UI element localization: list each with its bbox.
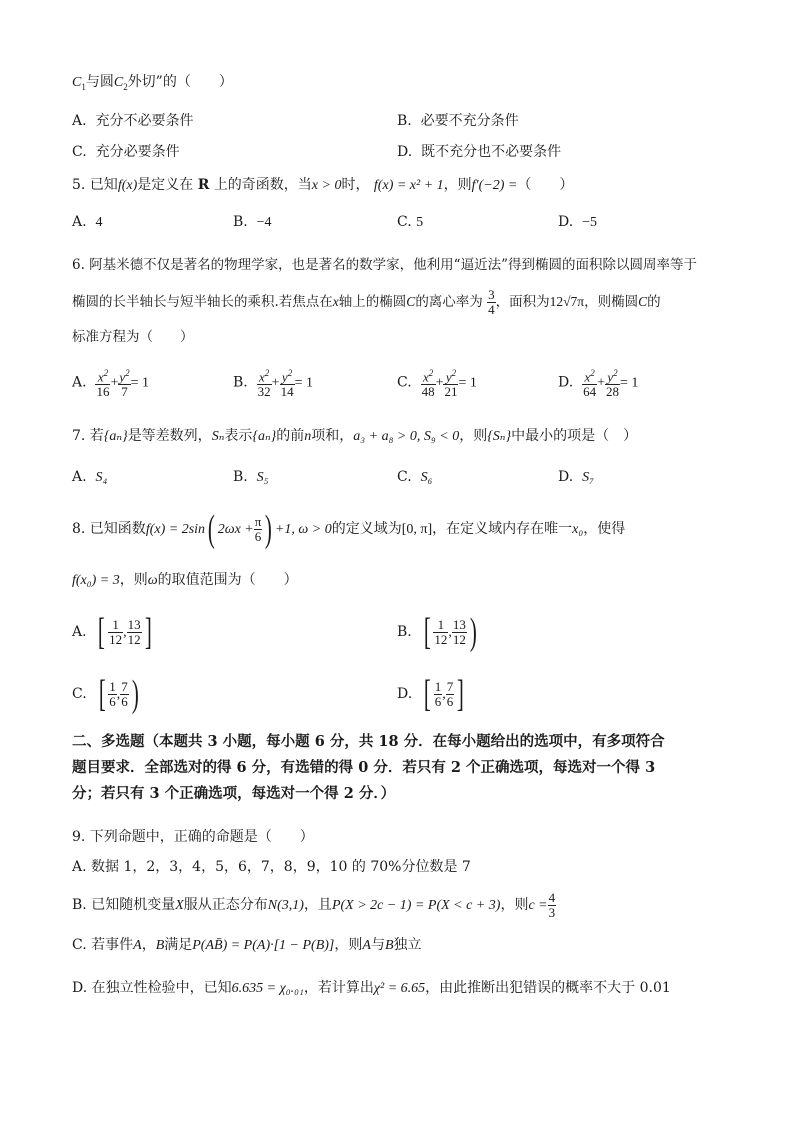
frac-num: 1 <box>434 678 442 694</box>
q6-line3: 标准方程为（ ） <box>72 329 194 345</box>
q5-condition: x > 0 <box>311 178 342 193</box>
q9-text: ， <box>141 937 156 953</box>
option-text: 充分必要条件 <box>95 144 180 160</box>
q5-expression: f(x) = x² + 1 <box>373 178 444 193</box>
frac-den: 12 <box>109 631 123 647</box>
frac-num: 13 <box>127 616 141 632</box>
bracket-left: [ <box>98 673 106 715</box>
q9-event-b: B <box>384 938 394 953</box>
frac-upper <box>446 680 455 709</box>
q4-option-d[interactable] <box>397 141 561 161</box>
frac-den: 14 <box>280 384 294 400</box>
frac-den: 32 <box>257 384 271 400</box>
frac-lower <box>108 680 117 709</box>
q6-eccentricity <box>487 288 496 317</box>
q7-option-b[interactable] <box>233 469 269 486</box>
q6-line2 <box>72 286 661 318</box>
option-text: S₇ <box>582 470 594 485</box>
eq-rhs: = 1 <box>294 375 313 391</box>
frac-x2: $\frac{x^2}{48}$ <box>421 368 435 400</box>
q4-option-c[interactable] <box>72 141 180 161</box>
q8-option-b[interactable]: B. [ $\frac{1}{12}$ , $\frac{13}{12}$ ) <box>397 611 477 653</box>
q5-stem <box>72 176 573 195</box>
frac-num: 1 <box>108 618 123 633</box>
q6-line1: 6. 阿基米德不仅是著名的物理学家，也是著名的数学家，他利用“逼近法”得到椭圆的面积除以圆周率等于 <box>72 257 697 273</box>
option-text: S₅ <box>256 470 269 485</box>
q6-text: ，面积为 <box>495 294 550 310</box>
q8-text: ，在定义域内存在唯一 <box>432 521 573 537</box>
q8-option-d[interactable]: D. [ $\frac{1}{6}$ , $\frac{7}{6}$ ] <box>397 673 465 715</box>
option-text: −5 <box>582 215 597 230</box>
bracket-left: [ <box>98 611 106 653</box>
frac-den: 16 <box>96 384 110 400</box>
q8-text: ，则 <box>119 572 148 588</box>
q7-text: 的前 <box>276 428 305 444</box>
q9-event-a: A <box>362 938 371 953</box>
option-letter: D. <box>558 214 574 230</box>
frac-y2: $\frac{y^2}{28}$ <box>606 368 619 400</box>
frac-y2: $\frac{y^2}{7}$ <box>119 368 130 400</box>
q9-probability: P(X > 2c − 1) = P(X < c + 3) <box>331 898 501 913</box>
q8-pi-over-6 <box>254 515 263 544</box>
q7-sn: Sₙ <box>211 429 225 444</box>
frac-upper <box>452 618 467 647</box>
q5-text: 是定义在 <box>137 177 194 193</box>
q5-fx: f(x) <box>117 178 138 193</box>
frac-num: 7 <box>121 678 128 694</box>
q9-probability: P(AB̄) = P(A)·[1 − P(B)] <box>192 938 335 953</box>
q7-text: 项和， <box>311 428 354 444</box>
frac-den: 4 <box>488 302 495 317</box>
q6-ellipse-c: C <box>638 294 648 309</box>
q9-text: 服从正态分布 <box>183 897 268 913</box>
option-letter: C. <box>72 686 87 702</box>
frac-den: 12 <box>127 631 141 647</box>
option-letter: B. <box>397 624 412 640</box>
q9-stem: 9. 下列命题中，正确的命题是（ ） <box>72 829 314 845</box>
q7-text: 7. 若 <box>72 428 104 444</box>
section-2-header <box>72 729 722 807</box>
q9-text: B. 已知随机变量 <box>72 897 176 913</box>
option-text: 必要不充分条件 <box>420 113 519 129</box>
option-letter: A. <box>72 374 87 391</box>
q9-option-d[interactable] <box>72 979 671 998</box>
q6-option-b[interactable]: B. $\frac{x^2}{32}$ + $\frac{y^2}{14}$ = 1 <box>233 368 313 400</box>
q9-chi-square: χ² = 6.65 <box>373 981 426 996</box>
option-letter: C. <box>397 214 412 230</box>
q5-real-set: R <box>197 177 210 193</box>
q9-text: 满足 <box>164 937 193 953</box>
q6-option-d[interactable]: D. $\frac{x^2}{64}$ + $\frac{y^2}{28}$ = 1 <box>558 368 639 400</box>
q9-option-c[interactable] <box>72 936 422 955</box>
frac-lower <box>433 618 448 647</box>
frac-x2: $\frac{x^2}{16}$ <box>96 368 110 400</box>
eq-rhs: = 1 <box>458 375 477 391</box>
q9-c: c = <box>528 898 548 913</box>
option-letter: B. <box>397 113 412 129</box>
section-2-line: 分；若只有 3 个正确选项，每选对一个得 2 分．） <box>72 785 396 802</box>
q4-option-a[interactable] <box>72 110 193 130</box>
frac-den: 6 <box>446 693 454 709</box>
option-letter: C. <box>72 144 87 160</box>
frac-upper <box>127 618 142 647</box>
option-letter: D. <box>397 686 413 702</box>
bracket-left: [ <box>423 611 431 653</box>
frac-num: π <box>254 513 262 529</box>
q9-x: X <box>175 898 184 913</box>
q7-stem <box>72 427 637 446</box>
q8-x0: x₀ <box>572 522 584 537</box>
q9-text: ，若计算出 <box>303 980 374 996</box>
q9-text: D. 在独立性检验中，已知 <box>72 980 232 996</box>
frac-num: 1 <box>109 678 116 694</box>
q9-event-b: B <box>155 938 165 953</box>
q6-text: 椭圆的长半轴长与短半轴长的乘积.若焦点在 <box>72 294 333 310</box>
q6-option-a[interactable]: A. $\frac{x^2}{16}$ + $\frac{y^2}{7}$ = 1 <box>72 368 150 400</box>
bracket-right: ) <box>131 673 139 715</box>
q6-text: 的 <box>647 294 661 310</box>
option-letter: B. <box>233 214 248 230</box>
q4-option-b[interactable] <box>397 110 519 130</box>
q7-text: 中最小的项是（ ） <box>511 428 638 444</box>
bracket-right: ] <box>457 673 465 715</box>
q8-text: 的取值范围为（ ） <box>157 572 298 588</box>
frac-den: 28 <box>606 384 619 400</box>
frac-num: 13 <box>452 616 466 632</box>
q7-set: {Sₙ} <box>487 429 512 444</box>
q8-inner: 2ωx + <box>217 522 254 537</box>
q6-area: 12√7π <box>549 294 585 309</box>
option-letter: A. <box>72 214 87 230</box>
q4-tail-line: $C_1$与圆$C_2$外切”的（ ） <box>72 74 233 92</box>
frac-den: 12 <box>452 631 466 647</box>
option-text: 5 <box>416 215 424 230</box>
q9-text: ，则 <box>500 897 529 913</box>
q9-text: 独立 <box>393 937 422 953</box>
q5-option-c[interactable] <box>397 214 423 231</box>
option-text: −4 <box>256 215 272 230</box>
q8-line2 <box>72 571 298 590</box>
eq-rhs: = 1 <box>130 375 150 391</box>
frac-x2: $\frac{x^2}{32}$ <box>257 368 271 400</box>
q7-option-a[interactable] <box>72 469 107 486</box>
frac-num: 1 <box>433 618 448 633</box>
q9-option-b[interactable] <box>72 890 556 921</box>
option-letter: C. <box>397 374 412 391</box>
q9-option-a[interactable]: A. 数据 1，2，3，4，5，6，7，8，9，10 的 70%分位数是 7 <box>72 859 471 875</box>
q8-option-c[interactable]: C. [ $\frac{1}{6}$ , $\frac{7}{6}$ ) <box>72 673 139 715</box>
frac-den: 6 <box>121 693 128 709</box>
frac-y2: $\frac{y^2}{14}$ <box>280 368 294 400</box>
section-2-line: 二、多选题（本题共 3 小题，每小题 6 分，共 18 分．在每小题给出的选项中，有多项符合 <box>72 733 665 750</box>
option-letter: A. <box>72 624 87 640</box>
frac-lower <box>108 618 123 647</box>
q9-event-a: A <box>133 938 142 953</box>
q6-text: 轴上的椭圆 <box>338 294 407 310</box>
q6-text: 的离心率为 <box>415 294 483 310</box>
q5-text: 上的奇函数，当 <box>213 177 312 193</box>
q8-text: ，使得 <box>583 521 626 537</box>
q4-tail-text1: 与圆 <box>85 74 114 90</box>
q9-text: ，由此推断出犯错误的概率不大于 0.01 <box>425 980 671 996</box>
option-letter: D. <box>558 469 574 485</box>
q9-text: ，则 <box>334 937 363 953</box>
q7-option-c[interactable] <box>397 469 432 486</box>
q5-option-a[interactable] <box>72 214 102 231</box>
q8-tail: +1, ω > 0 <box>274 522 332 537</box>
q8-domain: [0, π] <box>401 522 433 537</box>
circle-c1: C <box>72 75 82 90</box>
q8-stem: 8. 已知函数f(x) = 2sin( 2ωx + $\frac{\pi}{6}$ ) +1, ω > 0的定义域为[0, π]，在定义域内存在唯一x₀，使得 <box>72 508 626 550</box>
frac-den: 3 <box>548 904 556 920</box>
question-number: 5. <box>72 177 86 193</box>
q7-option-d[interactable] <box>558 469 594 486</box>
frac-den: 6 <box>254 528 262 544</box>
bracket-right: ) <box>469 611 477 653</box>
q8-text: 8. 已知函数 <box>72 521 146 537</box>
q8-omega: ω <box>147 573 158 588</box>
option-text: 充分不必要条件 <box>95 113 194 129</box>
q8-function: f(x) = 2sin <box>145 522 206 537</box>
eq-rhs: = 1 <box>620 375 639 391</box>
q9-normal: N(3,1) <box>267 898 304 913</box>
q5-ask: f′(−2) = <box>471 178 518 193</box>
option-letter: B. <box>233 469 248 485</box>
q9-text: ，且 <box>303 897 332 913</box>
q5-text: ，则 <box>443 177 472 193</box>
q5-option-b[interactable] <box>233 214 272 231</box>
q7-condition: a₃ + a₈ > 0, S₉ < 0 <box>353 429 460 444</box>
option-letter: D. <box>397 144 413 160</box>
section-2-line: 题目要求．全部选对的得 6 分，有选错的得 0 分．若只有 2 个正确选项，每选对一个得 3 <box>72 759 656 776</box>
q8-text: 的定义域为 <box>331 521 402 537</box>
q5-text: 已知 <box>89 177 118 193</box>
q5-option-d[interactable] <box>558 214 597 231</box>
frac-num: 7 <box>446 678 454 694</box>
circle-c2: C <box>113 75 124 90</box>
frac-upper <box>120 680 129 709</box>
q6-text: ，则椭圆 <box>584 294 639 310</box>
q8-condition: f(x₀) = 3 <box>72 573 120 588</box>
bracket-right: ] <box>144 611 152 653</box>
frac-den: 7 <box>121 384 128 400</box>
frac-den: 48 <box>421 384 435 400</box>
frac-x2: $\frac{x^2}{64}$ <box>583 368 597 400</box>
q7-text: 是等差数列， <box>127 428 212 444</box>
option-text: 既不充分也不必要条件 <box>421 144 562 160</box>
option-letter: A. <box>72 469 87 485</box>
q7-sequence: {aₙ} <box>252 429 277 444</box>
q6-option-c[interactable]: C. $\frac{x^2}{48}$ + $\frac{y^2}{21}$ = 1 <box>397 368 477 400</box>
q5-blank: （ ） <box>517 177 574 193</box>
q7-text: ，则 <box>459 428 488 444</box>
q5-text: 时， <box>341 177 370 193</box>
q6-ellipse-c: C <box>406 294 416 309</box>
frac-den: 21 <box>444 384 458 400</box>
frac-den: 64 <box>583 384 597 400</box>
q9-text: C. 若事件 <box>72 937 134 953</box>
option-letter: B. <box>233 374 248 391</box>
q4-tail-text2: 外切”的（ ） <box>127 74 233 90</box>
frac-den: 12 <box>434 631 448 647</box>
q7-text: 表示 <box>224 428 253 444</box>
option-letter: C. <box>397 469 412 485</box>
frac-num: 3 <box>488 287 495 302</box>
frac-den: 6 <box>434 693 442 709</box>
q9-text: 与 <box>370 937 385 953</box>
option-letter: A. <box>72 113 87 129</box>
q7-n: n <box>304 429 312 444</box>
option-text: 4 <box>95 215 103 230</box>
q7-sequence: {aₙ} <box>103 429 128 444</box>
option-text: S₄ <box>95 470 108 485</box>
q6-x: x <box>332 294 339 309</box>
frac-y2: $\frac{y^2}{21}$ <box>444 368 458 400</box>
frac-den: 6 <box>109 693 116 709</box>
option-letter: D. <box>558 374 574 391</box>
bracket-left: [ <box>423 673 431 715</box>
option-text: S₆ <box>420 470 433 485</box>
q9-four-thirds <box>548 891 557 920</box>
frac-lower <box>434 680 443 709</box>
q9-critical-value: 6.635 = χ₀.₀₁ <box>231 981 304 996</box>
q8-option-a[interactable]: A. [ $\frac{1}{12}$ , $\frac{13}{12}$ ] <box>72 611 152 653</box>
frac-num: 4 <box>548 889 556 905</box>
